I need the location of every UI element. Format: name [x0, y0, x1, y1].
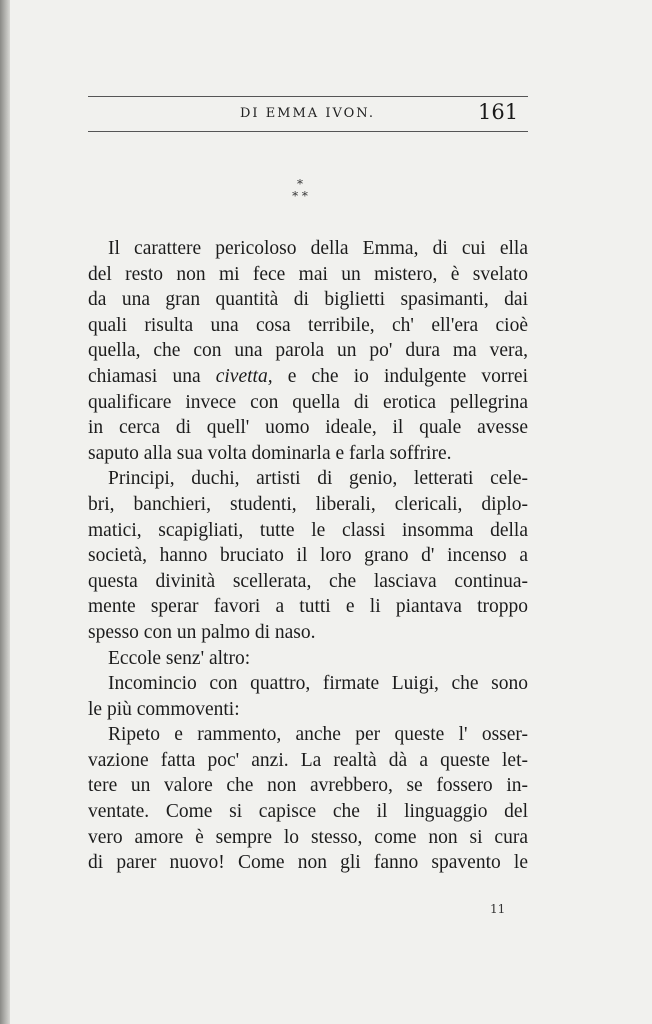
- text-line: chiamasi una civetta, e che io indulgente vorrei: [88, 365, 528, 387]
- text-line: in cerca di quell' uomo ideale, il quale avesse: [88, 417, 528, 439]
- italic-word: civetta,: [215, 365, 273, 387]
- text-line: qualificare invece con quella di erotica pellegrina: [88, 391, 528, 413]
- text-line: del resto non mi fece mai un mistero, è svelato: [88, 263, 528, 285]
- body-text: [88, 236, 528, 876]
- text-line: matici, scapigliati, tutte le classi insomma della: [88, 519, 528, 541]
- text-line: società, hanno bruciato il loro grano d' incenso a: [88, 545, 528, 567]
- text-line: le più commoventi:: [88, 698, 240, 720]
- asterism: [280, 178, 320, 202]
- text-line: Incomincio con quattro, firmate Luigi, che sono: [108, 673, 528, 695]
- text-line: ventate. Come si capisce che il linguaggio del: [88, 801, 528, 823]
- text-line: quella, che con una parola un po' dura ma vera,: [88, 340, 528, 362]
- text-line: Principi, duchi, artisti di genio, letterati cele-: [108, 468, 528, 490]
- text-line: vazione fatta poc' anzi. La realtà dà a queste let-: [88, 749, 528, 771]
- text-line: tere un valore che non avrebbero, se fossero in-: [88, 775, 528, 797]
- text-line: quali risulta una cosa terribile, ch' ell'era cioè: [88, 314, 528, 336]
- text-line: saputo alla sua volta dominarla e farla soffrire.: [88, 442, 452, 464]
- signature-mark: 11: [490, 902, 506, 916]
- page-number: 161: [478, 100, 519, 124]
- text-line: mente sperar favori a tutti e li piantava troppo: [88, 596, 528, 618]
- asterism-top: *: [297, 177, 303, 191]
- text-line: spesso con un palmo di naso.: [88, 621, 316, 643]
- text-line: da una gran quantità di biglietti spasimanti, dai: [88, 289, 528, 311]
- asterism-bottom: * *: [292, 189, 308, 203]
- page-edge-shadow: [0, 0, 10, 1024]
- header-rule-top: [88, 96, 528, 97]
- text-line: Eccole senz' altro:: [108, 647, 251, 669]
- text-line: di parer nuovo! Come non gli fanno spavento le: [88, 852, 528, 874]
- running-title: DI EMMA IVON.: [240, 106, 375, 121]
- text-line: Ripeto e rammento, anche per queste l' osser-: [108, 724, 528, 746]
- header-rule-bottom: [88, 131, 528, 132]
- text-line: questa divinità scellerata, che lasciava continua-: [88, 570, 528, 592]
- text-line: bri, banchieri, studenti, liberali, clericali, diplo-: [88, 493, 528, 515]
- text-line: vero amore è sempre lo stesso, come non si cura: [88, 826, 528, 848]
- text-line: Il carattere pericoloso della Emma, di cui ella: [108, 238, 528, 259]
